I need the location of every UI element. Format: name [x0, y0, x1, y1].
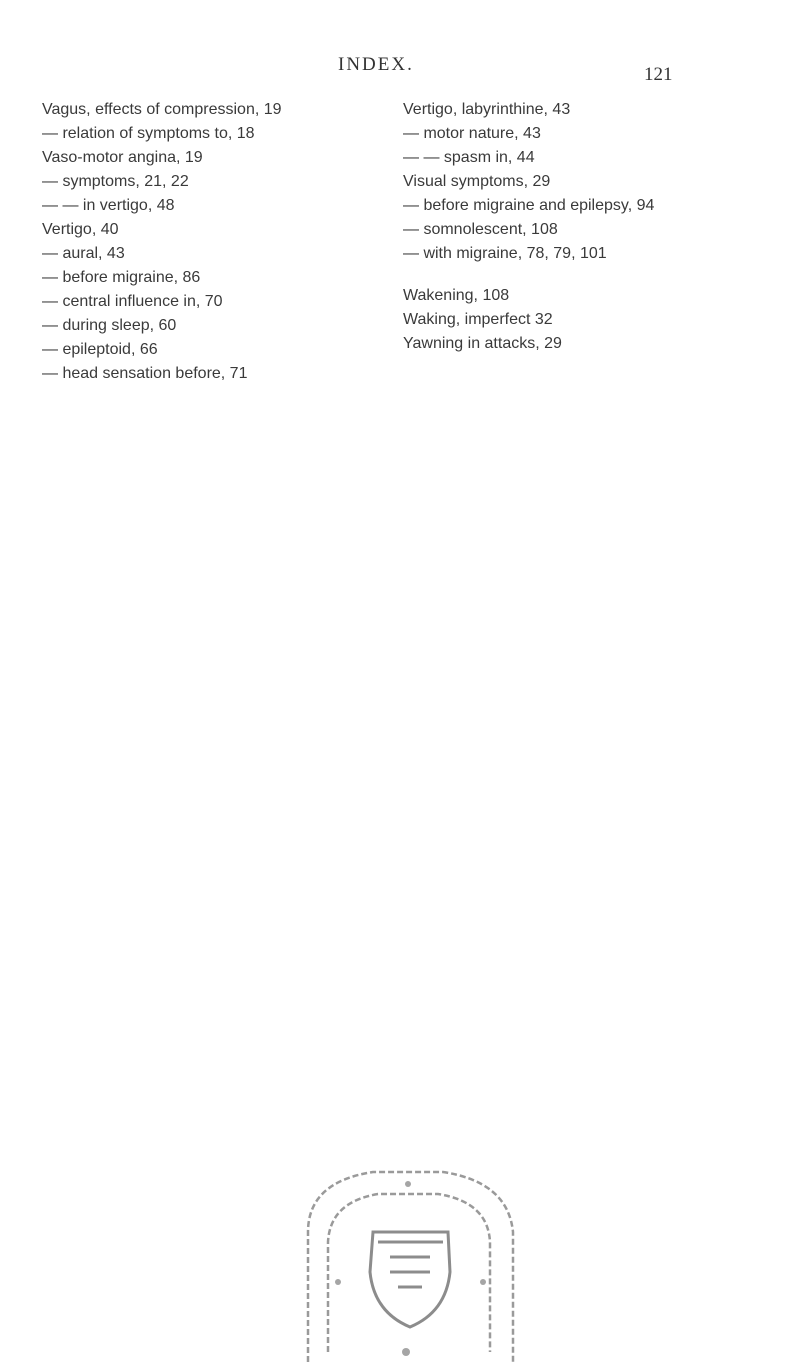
index-column-right	[403, 98, 798, 356]
index-entry: — aural, 43	[42, 245, 125, 262]
index-entry: Visual symptoms, 29	[403, 173, 551, 190]
index-entry: — motor nature, 43	[403, 125, 541, 142]
index-entry: — head sensation before, 71	[42, 365, 248, 382]
index-entry: — symptoms, 21, 22	[42, 173, 189, 190]
index-heading: INDEX.	[338, 54, 414, 75]
index-entry: — relation of symptoms to, 18	[42, 125, 255, 142]
index-entry: — with migraine, 78, 79, 101	[403, 245, 607, 262]
index-entry: — during sleep, 60	[42, 317, 177, 334]
index-entry: Vertigo, 40	[42, 221, 119, 238]
index-entry: — somnolescent, 108	[403, 221, 558, 238]
index-entry: — epileptoid, 66	[42, 341, 158, 358]
index-column-left	[42, 98, 402, 386]
index-entry: Yawning in attacks, 29	[403, 335, 562, 352]
index-entry: Vertigo, labyrinthine, 43	[403, 101, 571, 118]
index-entry: Vagus, effects of compression, 19	[42, 101, 282, 118]
index-entry: — — spasm in, 44	[403, 149, 535, 166]
index-entry: Wakening, 108	[403, 287, 510, 304]
index-entry: Vaso-motor angina, 19	[42, 149, 203, 166]
index-entry: — — in vertigo, 48	[42, 197, 175, 214]
section-gap	[403, 266, 798, 284]
page-number: 121	[644, 64, 673, 85]
index-entry: — central influence in, 70	[42, 293, 223, 310]
page-header	[0, 54, 800, 84]
library-seal-icon	[278, 1162, 538, 1362]
index-entry: — before migraine, 86	[42, 269, 201, 286]
index-entry: — before migraine and epilepsy, 94	[403, 197, 655, 214]
index-entry: Waking, imperfect 32	[403, 311, 553, 328]
